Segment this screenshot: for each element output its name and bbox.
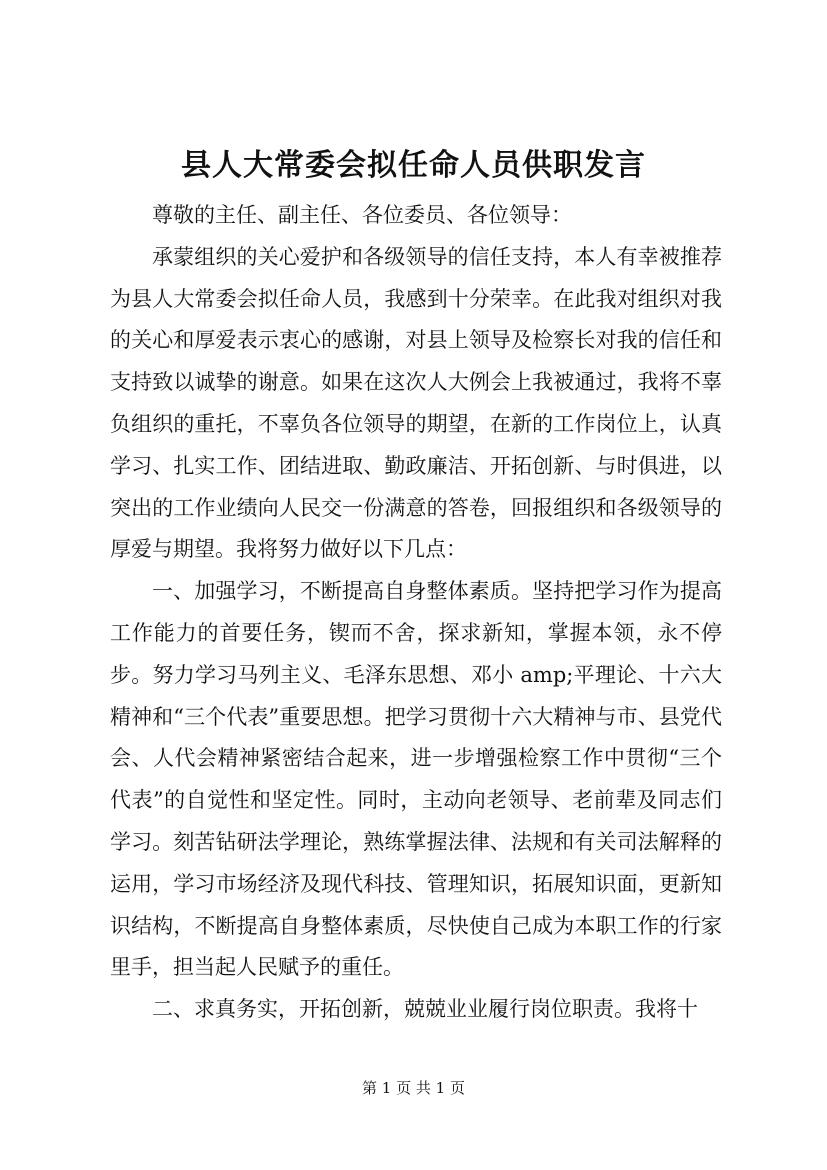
- document-body: [110, 195, 722, 1031]
- salutation-paragraph: 尊敬的主任、副主任、各位委员、各位领导：: [152, 203, 572, 227]
- body-paragraph: 一、加强学习，不断提高自身整体素质。坚持把学习作为提高工作能力的首要任务，锲而不舍，探求新知，掌握本领，永不停步。努力学习马列主义、毛泽东思想、邓小 amp;平理论、十六大精神和“三个代表”重要思想。把学习贯彻十六大精神与市、县党代会、人代会精神紧密结合起来，进一步增强检察工作中贯彻“三个代表”的自觉性和坚定性。同时，主动向老领导、老前辈及同志们学习。刻苦钻研法学理论，熟练掌握法律、法规和有关司法解释的运用，学习市场经济及现代科技、管理知识，拓展知识面，更新知识结构，不断提高自身整体素质，尽快使自己成为本职工作的行家里手，担当起人民赋予的重任。: [110, 579, 722, 980]
- document-title: 县人大常委会拟任命人员供职发言: [181, 148, 646, 183]
- page-number-footer: 第 1 页 共 1 页: [362, 1079, 465, 1097]
- body-paragraph: 二、求真务实，开拓创新，兢兢业业履行岗位职责。我将十: [152, 997, 698, 1022]
- body-paragraph: 承蒙组织的关心爱护和各级领导的信任支持，本人有幸被推荐为县人大常委会拟任命人员，我感到十分荣幸。在此我对组织对我的关心和厚爱表示衷心的感谢，对县上领导及检察长对我的信任和支持致以诚挚的谢意。如果在这次人大例会上我被通过，我将不辜负组织的重托，不辜负各位领导的期望，在新的工作岗位上，认真学习、扎实工作、团结进取、勤政廉洁、开拓创新、与时俱进，以突出的工作业绩向人民交一份满意的答卷，回报组织和各级领导的厚爱与期望。我将努力做好以下几点：: [110, 244, 722, 562]
